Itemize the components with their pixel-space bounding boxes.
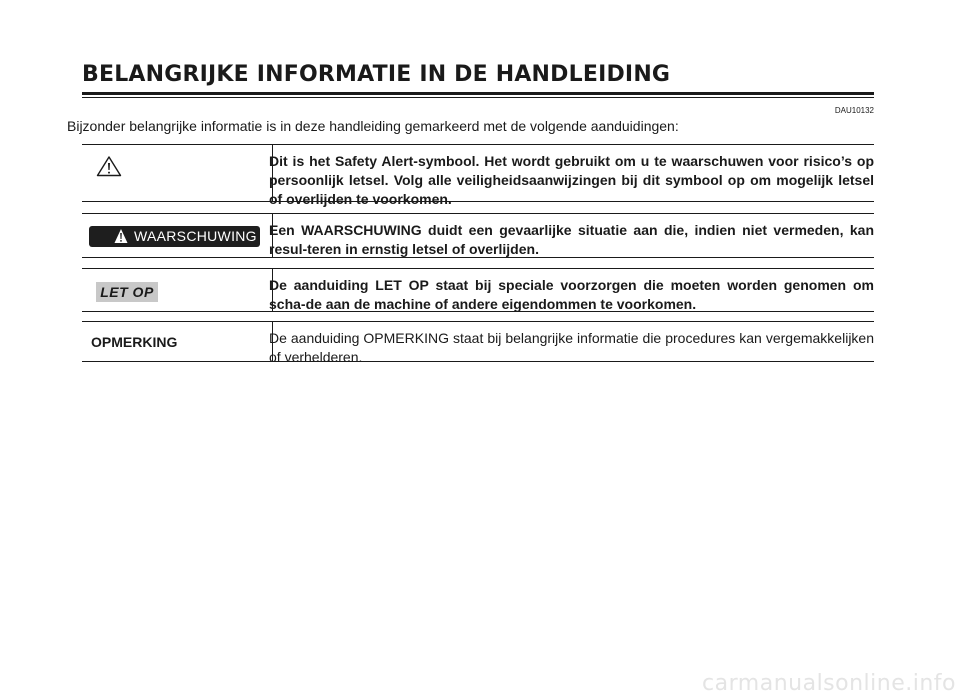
title-rule — [82, 92, 874, 95]
title-rule-thin — [82, 97, 874, 98]
warning-row — [82, 213, 874, 258]
page-title: BELANGRIJKE INFORMATIE IN DE HANDLEIDING — [82, 62, 671, 87]
safety-alert-description: Dit is het Safety Alert-symbool. Het wordt gebruikt om u te waarschuwen voor risico’s op persoonlijk letsel. Volg alle veiligheidsaanwijzingen bij dit symbool op om mogelijk letsel of overlijden te voorkomen. — [269, 153, 874, 207]
warning-description: Een WAARSCHUWING duidt een gevaarlijke situatie aan die, indien niet vermeden, kan resul-teren in ernstig letsel of overlijden. — [269, 222, 874, 257]
note-description: De aanduiding OPMERKING staat bij belangrijke informatie die procedures kan vergemakkelijken of verhelderen. — [269, 330, 874, 365]
safety-alert-triangle-icon — [96, 155, 122, 177]
watermark: carmanualsonline.info — [702, 671, 956, 696]
warning-exclamation-icon — [114, 228, 128, 244]
intro-text: Bijzonder belangrijke informatie is in deze handleiding gemarkeerd met de volgende aanduidingen: — [67, 118, 679, 134]
document-code: DAU10132 — [834, 106, 874, 115]
caution-row — [82, 268, 874, 312]
warning-badge-label: WAARSCHUWING — [134, 228, 257, 244]
caution-description: De aanduiding LET OP staat bij speciale voorzorgen die moeten worden genomen om scha-de aan de machine of andere eigendommen te voorkomen. — [269, 277, 874, 312]
safety-alert-row — [82, 144, 874, 207]
note-row — [82, 321, 874, 365]
note-label: OPMERKING — [91, 334, 178, 350]
caution-badge: LET OP — [96, 282, 158, 302]
warning-badge — [89, 226, 260, 247]
